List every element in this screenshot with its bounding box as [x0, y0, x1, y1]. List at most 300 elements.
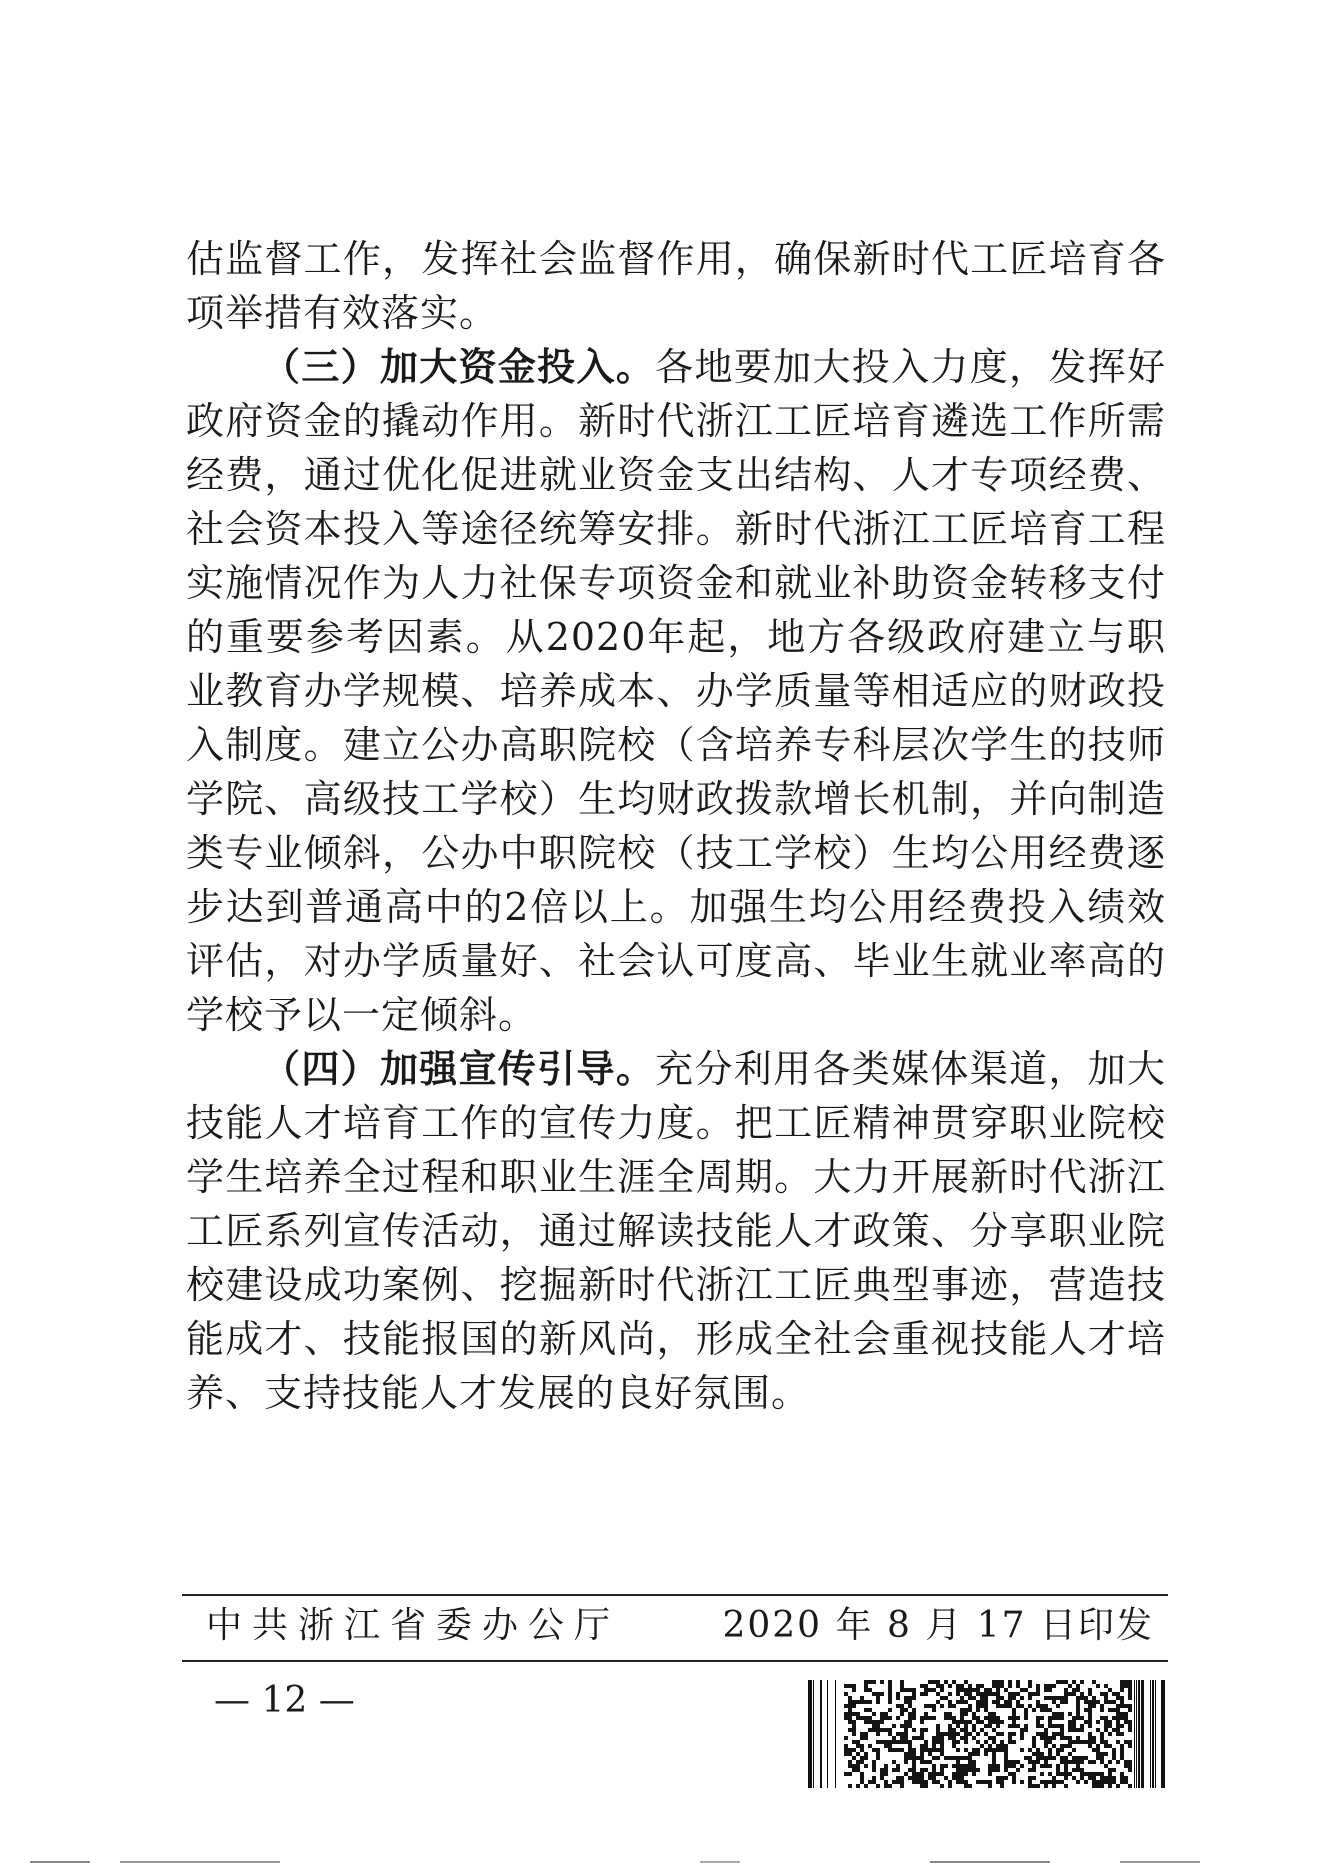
- barcode-module: [1120, 1752, 1124, 1756]
- barcode-module: [888, 1696, 892, 1700]
- barcode-module: [1036, 1748, 1040, 1752]
- barcode-module: [1052, 1724, 1056, 1728]
- barcode-module: [1020, 1696, 1024, 1700]
- barcode-module: [1124, 1776, 1128, 1780]
- barcode-module: [964, 1756, 968, 1760]
- barcode-module: [1084, 1756, 1088, 1760]
- barcode-module: [1048, 1724, 1052, 1728]
- barcode-module: [968, 1764, 972, 1768]
- barcode-module: [884, 1780, 888, 1784]
- barcode-module: [908, 1716, 912, 1720]
- barcode-module: [892, 1724, 896, 1728]
- barcode-module: [856, 1716, 860, 1720]
- barcode-module: [892, 1748, 896, 1752]
- barcode-module: [964, 1688, 968, 1692]
- barcode-module: [1036, 1720, 1040, 1724]
- barcode-module: [980, 1684, 984, 1688]
- barcode-module: [1040, 1732, 1044, 1736]
- barcode-module: [1064, 1772, 1068, 1776]
- barcode-module: [852, 1732, 856, 1736]
- barcode-module: [964, 1724, 968, 1728]
- barcode-module: [996, 1696, 1000, 1700]
- barcode-module: [852, 1728, 856, 1732]
- barcode-module: [1012, 1692, 1016, 1696]
- barcode-module: [1076, 1768, 1080, 1772]
- barcode-module: [976, 1684, 980, 1688]
- barcode-module: [1004, 1768, 1008, 1772]
- print-date: 2020 年 8 月 17 日印发: [722, 1605, 1154, 1646]
- barcode-module: [1100, 1776, 1104, 1780]
- barcode-module: [1076, 1700, 1080, 1704]
- barcode-module: [856, 1768, 860, 1772]
- barcode-module: [992, 1712, 996, 1716]
- barcode-module: [1032, 1776, 1036, 1780]
- barcode-module: [1064, 1760, 1068, 1764]
- barcode-module: [852, 1764, 856, 1768]
- barcode-module: [1044, 1744, 1048, 1748]
- barcode-module: [1028, 1680, 1032, 1684]
- barcode-bar: [827, 1680, 828, 1788]
- barcode-module: [916, 1736, 920, 1740]
- barcode-module: [1012, 1776, 1016, 1780]
- barcode-module: [868, 1708, 872, 1712]
- barcode-module: [972, 1752, 976, 1756]
- barcode-module: [1096, 1784, 1100, 1788]
- barcode-module: [1056, 1780, 1060, 1784]
- barcode-module: [896, 1764, 900, 1768]
- barcode-module: [884, 1764, 888, 1768]
- barcode-module: [872, 1720, 876, 1724]
- barcode-module: [912, 1716, 916, 1720]
- barcode-module: [912, 1748, 916, 1752]
- barcode-module: [1008, 1700, 1012, 1704]
- barcode-module: [856, 1700, 860, 1704]
- barcode-module: [1120, 1776, 1124, 1780]
- barcode-module: [972, 1760, 976, 1764]
- barcode-module: [864, 1680, 868, 1684]
- barcode-module: [1076, 1704, 1080, 1708]
- barcode-module: [960, 1764, 964, 1768]
- barcode-module: [1108, 1744, 1112, 1748]
- barcode-module: [872, 1764, 876, 1768]
- barcode-module: [1072, 1716, 1076, 1720]
- barcode-module: [856, 1764, 860, 1768]
- barcode-module: [1048, 1720, 1052, 1724]
- barcode-module: [948, 1724, 952, 1728]
- barcode-module: [996, 1780, 1000, 1784]
- barcode-module: [956, 1764, 960, 1768]
- barcode-module: [1044, 1728, 1048, 1732]
- barcode-module: [1004, 1752, 1008, 1756]
- barcode-module: [944, 1764, 948, 1768]
- barcode-module: [932, 1680, 936, 1684]
- barcode-module: [996, 1776, 1000, 1780]
- barcode-module: [1080, 1692, 1084, 1696]
- barcode-module: [1024, 1708, 1028, 1712]
- barcode-module: [932, 1744, 936, 1748]
- barcode-module: [1068, 1760, 1072, 1764]
- barcode-module: [1116, 1704, 1120, 1708]
- barcode-module: [1092, 1704, 1096, 1708]
- barcode-module: [1124, 1764, 1128, 1768]
- barcode-module: [896, 1692, 900, 1696]
- barcode-module: [996, 1716, 1000, 1720]
- barcode-module: [880, 1728, 884, 1732]
- barcode-module: [940, 1748, 944, 1752]
- barcode-module: [1104, 1780, 1108, 1784]
- barcode-module: [924, 1692, 928, 1696]
- barcode-module: [1068, 1724, 1072, 1728]
- barcode-module: [1056, 1712, 1060, 1716]
- barcode-module: [924, 1784, 928, 1788]
- barcode-module: [852, 1700, 856, 1704]
- barcode-module: [1060, 1748, 1064, 1752]
- barcode-module: [936, 1772, 940, 1776]
- barcode-module: [1048, 1772, 1052, 1776]
- barcode-module: [960, 1716, 964, 1720]
- barcode-module: [944, 1696, 948, 1700]
- barcode-module: [1104, 1692, 1108, 1696]
- barcode-module: [928, 1704, 932, 1708]
- barcode-module: [888, 1688, 892, 1692]
- barcode-module: [956, 1760, 960, 1764]
- barcode-module: [852, 1756, 856, 1760]
- barcode-module: [876, 1696, 880, 1700]
- barcode-module: [988, 1712, 992, 1716]
- barcode-module: [964, 1740, 968, 1744]
- barcode-module: [1104, 1720, 1108, 1724]
- barcode-module: [1104, 1752, 1108, 1756]
- barcode-bar: [835, 1680, 836, 1788]
- barcode-module: [1068, 1752, 1072, 1756]
- barcode-module: [1120, 1748, 1124, 1752]
- barcode-module: [956, 1720, 960, 1724]
- barcode-module: [996, 1744, 1000, 1748]
- barcode-module: [844, 1772, 848, 1776]
- barcode-module: [936, 1700, 940, 1704]
- barcode-module: [852, 1724, 856, 1728]
- barcode-module: [1104, 1764, 1108, 1768]
- barcode-module: [900, 1680, 904, 1684]
- barcode-module: [976, 1716, 980, 1720]
- barcode-module: [860, 1732, 864, 1736]
- barcode-module: [848, 1704, 852, 1708]
- barcode-module: [984, 1732, 988, 1736]
- barcode-module: [1116, 1732, 1120, 1736]
- barcode-module: [1040, 1772, 1044, 1776]
- barcode-module: [928, 1772, 932, 1776]
- barcode-module: [852, 1740, 856, 1744]
- barcode-module: [984, 1696, 988, 1700]
- barcode-module: [980, 1744, 984, 1748]
- barcode-module: [976, 1688, 980, 1692]
- barcode-module: [916, 1756, 920, 1760]
- barcode-module: [852, 1720, 856, 1724]
- barcode-module: [1108, 1776, 1112, 1780]
- barcode-module: [1044, 1732, 1048, 1736]
- barcode-module: [1012, 1760, 1016, 1764]
- barcode-module: [884, 1768, 888, 1772]
- paragraph-text: 充分利用各类媒体渠道，加大技能人才培育工作的宣传力度。把工匠精神贯穿职业院校学生培养全过程和职业生涯全周期。大力开展新时代浙江工匠系列宣传活动，通过解读技能人才政策、分享职业院校建设成功案例、挖掘新时代浙江工匠典型事迹，营造技能成才、技能报国的新风尚，形成全社会重视技能人才培养、支持技能人才发展的良好氛围。: [186, 1047, 1166, 1415]
- barcode-module: [984, 1688, 988, 1692]
- barcode-module: [980, 1700, 984, 1704]
- barcode-module: [1008, 1732, 1012, 1736]
- barcode-module: [1052, 1732, 1056, 1736]
- barcode-module: [844, 1692, 848, 1696]
- barcode-module: [972, 1764, 976, 1768]
- barcode-module: [1060, 1696, 1064, 1700]
- barcode-module: [1116, 1784, 1120, 1788]
- barcode-module: [960, 1708, 964, 1712]
- barcode-module: [1128, 1768, 1132, 1772]
- barcode-module: [1000, 1776, 1004, 1780]
- barcode-module: [940, 1744, 944, 1748]
- barcode-module: [848, 1760, 852, 1764]
- document-body: [186, 232, 1166, 1420]
- barcode-module: [960, 1688, 964, 1692]
- barcode-module: [876, 1732, 880, 1736]
- barcode-module: [856, 1752, 860, 1756]
- barcode-module: [848, 1684, 852, 1688]
- barcode-module: [888, 1680, 892, 1684]
- barcode-module: [964, 1768, 968, 1772]
- barcode-module: [1044, 1684, 1048, 1688]
- barcode-module: [984, 1692, 988, 1696]
- barcode-module: [912, 1780, 916, 1784]
- barcode-module: [1116, 1708, 1120, 1712]
- barcode-module: [936, 1692, 940, 1696]
- barcode-module: [848, 1728, 852, 1732]
- barcode-bar: [1155, 1680, 1156, 1788]
- barcode-module: [1068, 1720, 1072, 1724]
- barcode-module: [1060, 1744, 1064, 1748]
- barcode-module: [1016, 1704, 1020, 1708]
- barcode-module: [1068, 1692, 1072, 1696]
- barcode-module: [1044, 1764, 1048, 1768]
- issuer-name: 中共浙江省委办公厅: [206, 1605, 621, 1646]
- barcode-module: [1080, 1728, 1084, 1732]
- barcode-module: [888, 1700, 892, 1704]
- barcode-module: [1064, 1700, 1068, 1704]
- barcode-module: [920, 1732, 924, 1736]
- barcode-module: [1016, 1716, 1020, 1720]
- barcode-module: [940, 1784, 944, 1788]
- barcode-module: [980, 1696, 984, 1700]
- barcode-module: [888, 1692, 892, 1696]
- barcode-module: [888, 1784, 892, 1788]
- barcode-module: [896, 1768, 900, 1772]
- barcode-module: [944, 1716, 948, 1720]
- barcode-module: [992, 1768, 996, 1772]
- barcode-module: [896, 1780, 900, 1784]
- barcode-module: [864, 1752, 868, 1756]
- barcode-module: [928, 1680, 932, 1684]
- barcode-module: [908, 1740, 912, 1744]
- barcode-module: [976, 1768, 980, 1772]
- barcode-module: [1000, 1680, 1004, 1684]
- barcode-module: [1112, 1756, 1116, 1760]
- barcode-module: [900, 1684, 904, 1688]
- barcode-module: [948, 1716, 952, 1720]
- barcode-module: [940, 1688, 944, 1692]
- barcode-module: [1032, 1708, 1036, 1712]
- barcode-module: [1092, 1736, 1096, 1740]
- barcode-module: [1076, 1736, 1080, 1740]
- barcode-module: [928, 1752, 932, 1756]
- barcode-module: [1036, 1732, 1040, 1736]
- barcode-module: [1120, 1688, 1124, 1692]
- barcode-module: [1128, 1728, 1132, 1732]
- barcode-module: [904, 1720, 908, 1724]
- barcode-module: [880, 1712, 884, 1716]
- barcode-module: [1096, 1744, 1100, 1748]
- barcode-module: [1068, 1744, 1072, 1748]
- barcode-module: [1124, 1680, 1128, 1684]
- barcode-module: [1012, 1716, 1016, 1720]
- barcode-module: [1020, 1780, 1024, 1784]
- barcode-module: [1020, 1728, 1024, 1732]
- barcode-module: [1080, 1772, 1084, 1776]
- barcode-module: [1096, 1780, 1100, 1784]
- barcode-module: [1120, 1744, 1124, 1748]
- barcode-module: [992, 1700, 996, 1704]
- barcode-module: [940, 1752, 944, 1756]
- barcode-module: [920, 1756, 924, 1760]
- barcode-module: [864, 1756, 868, 1760]
- barcode-module: [1016, 1768, 1020, 1772]
- barcode-module: [960, 1780, 964, 1784]
- barcode-module: [1100, 1784, 1104, 1788]
- barcode-module: [1064, 1768, 1068, 1772]
- barcode-module: [936, 1748, 940, 1752]
- barcode-module: [1092, 1740, 1096, 1744]
- barcode-module: [956, 1780, 960, 1784]
- barcode-module: [988, 1768, 992, 1772]
- barcode-module: [1028, 1748, 1032, 1752]
- barcode-module: [1024, 1724, 1028, 1728]
- barcode-module: [848, 1748, 852, 1752]
- barcode-module: [940, 1736, 944, 1740]
- barcode-module: [1040, 1756, 1044, 1760]
- barcode-module: [852, 1748, 856, 1752]
- barcode-module: [1056, 1748, 1060, 1752]
- barcode-module: [856, 1712, 860, 1716]
- barcode-module: [1096, 1772, 1100, 1776]
- barcode-module: [1028, 1684, 1032, 1688]
- barcode-module: [988, 1748, 992, 1752]
- barcode-module: [932, 1772, 936, 1776]
- barcode-module: [1048, 1716, 1052, 1720]
- barcode-module: [1120, 1724, 1124, 1728]
- barcode-module: [968, 1688, 972, 1692]
- barcode-module: [868, 1728, 872, 1732]
- barcode-module: [1108, 1780, 1112, 1784]
- barcode-module: [924, 1744, 928, 1748]
- barcode-module: [996, 1684, 1000, 1688]
- barcode-module: [1048, 1708, 1052, 1712]
- barcode-module: [924, 1728, 928, 1732]
- barcode-module: [976, 1700, 980, 1704]
- barcode-module: [1096, 1720, 1100, 1724]
- barcode-module: [1008, 1724, 1012, 1728]
- barcode-module: [980, 1720, 984, 1724]
- barcode-module: [1020, 1748, 1024, 1752]
- barcode-module: [972, 1768, 976, 1772]
- barcode-module: [884, 1772, 888, 1776]
- barcode-module: [1032, 1736, 1036, 1740]
- barcode-module: [880, 1776, 884, 1780]
- barcode-module: [1088, 1740, 1092, 1744]
- barcode-module: [992, 1756, 996, 1760]
- barcode-module: [1044, 1708, 1048, 1712]
- barcode-module: [1004, 1776, 1008, 1780]
- barcode-module: [908, 1720, 912, 1724]
- barcode-module: [1036, 1692, 1040, 1696]
- barcode-module: [1004, 1744, 1008, 1748]
- barcode-module: [1120, 1772, 1124, 1776]
- barcode-module: [1032, 1752, 1036, 1756]
- barcode-module: [960, 1696, 964, 1700]
- barcode-module: [948, 1732, 952, 1736]
- barcode-module: [1028, 1756, 1032, 1760]
- barcode-module: [1052, 1700, 1056, 1704]
- barcode-module: [868, 1720, 872, 1724]
- barcode-module: [988, 1724, 992, 1728]
- barcode-module: [1076, 1740, 1080, 1744]
- barcode-module: [880, 1772, 884, 1776]
- barcode-module: [1100, 1692, 1104, 1696]
- barcode-module: [924, 1716, 928, 1720]
- barcode-bar: [1134, 1680, 1135, 1788]
- barcode-module: [968, 1768, 972, 1772]
- barcode-module: [960, 1684, 964, 1688]
- barcode-module: [1064, 1784, 1068, 1788]
- barcode-module: [936, 1724, 940, 1728]
- barcode-module: [952, 1764, 956, 1768]
- barcode-module: [956, 1724, 960, 1728]
- barcode-module: [1020, 1732, 1024, 1736]
- barcode-module: [952, 1720, 956, 1724]
- barcode-module: [1072, 1740, 1076, 1744]
- barcode-module: [1124, 1780, 1128, 1784]
- barcode-module: [848, 1700, 852, 1704]
- barcode-module: [1052, 1776, 1056, 1780]
- barcode-module: [944, 1680, 948, 1684]
- barcode-module: [896, 1716, 900, 1720]
- barcode-module: [1088, 1692, 1092, 1696]
- barcode-module: [1012, 1772, 1016, 1776]
- barcode-module: [888, 1740, 892, 1744]
- barcode-module: [868, 1700, 872, 1704]
- barcode-module: [1096, 1684, 1100, 1688]
- barcode-bar: [808, 1680, 812, 1788]
- barcode-module: [1048, 1684, 1052, 1688]
- barcode-module: [1060, 1760, 1064, 1764]
- barcode-module: [884, 1716, 888, 1720]
- barcode-module: [1024, 1728, 1028, 1732]
- barcode-module: [848, 1708, 852, 1712]
- barcode-module: [1072, 1756, 1076, 1760]
- barcode-module: [864, 1764, 868, 1768]
- barcode-module: [976, 1752, 980, 1756]
- barcode-module: [1128, 1680, 1132, 1684]
- barcode-bar: [1141, 1680, 1144, 1788]
- barcode-module: [844, 1752, 848, 1756]
- barcode-module: [976, 1708, 980, 1712]
- barcode-module: [1072, 1692, 1076, 1696]
- barcode-module: [1124, 1704, 1128, 1708]
- barcode-module: [956, 1732, 960, 1736]
